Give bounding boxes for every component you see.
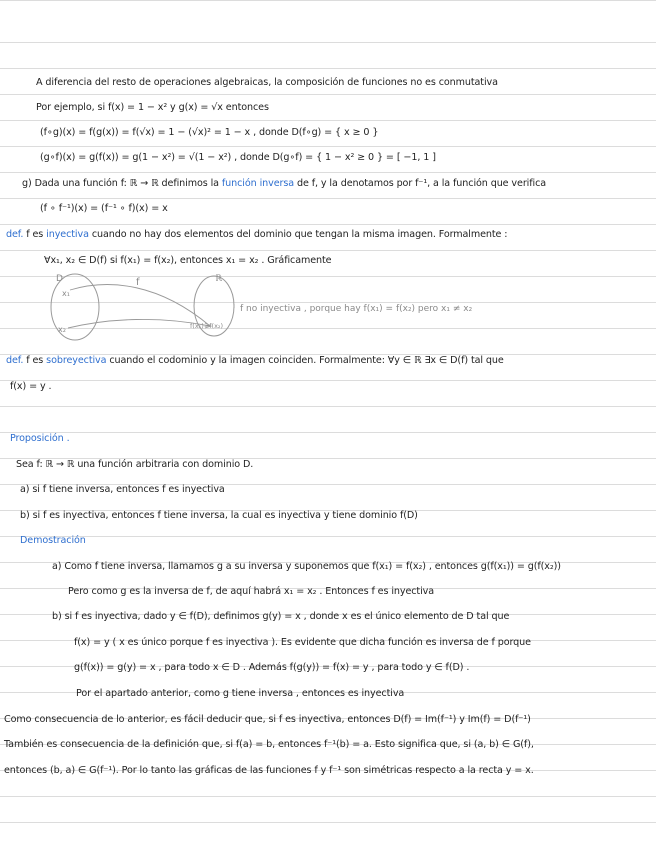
text-segment: f es [26,355,44,366]
text-segment: f es [26,229,44,240]
text-line: Sea f: ℝ → ℝ una función arbitraria con dominio D. [16,459,254,470]
element-x2: x₂ [58,325,66,334]
element-x1: x₁ [62,289,70,298]
formula-line: (f∘g)(x) = f(g(x)) = f(√x) = 1 − (√x)² = 1 − x , donde D(f∘g) = { x ≥ 0 } [40,127,379,138]
text-line: entonces (b, a) ∈ G(f⁻¹). Por lo tanto las gráficas de las funciones f y f⁻¹ son simétricas respecto a la recta y = x. [4,765,534,776]
image-label: f(x₁)=f(x₂) [190,322,224,330]
definition-line [6,354,504,367]
definition-label: def. [6,229,24,240]
text-line: Por ejemplo, si f(x) = 1 − x² y g(x) = √x entonces [36,102,269,113]
codomain-label: ℝ [215,274,223,284]
highlighted-term: función inversa [221,178,295,189]
text-line: a) si f tiene inversa, entonces f es inyectiva [20,484,225,495]
definition-label: def. [6,355,24,366]
proposition-title: Proposición . [10,433,70,444]
formula-line: (f ∘ f⁻¹)(x) = (f⁻¹ ∘ f)(x) = x [40,203,168,214]
text-line: Pero como g es la inversa de f, de aquí habrá x₁ = x₂ . Entonces f es inyectiva [68,586,435,597]
text-line: b) si f es inyectiva, dado y ∈ f(D), definimos g(y) = x , donde x es el único elemento de D tal que [52,611,510,622]
highlighted-term: inyectiva [46,229,89,240]
text-line: f(x) = y ( x es único porque f es inyectiva ). Es evidente que dicha función es inversa de f porque [74,637,531,648]
text-line: Como consecuencia de lo anterior, es fácil deducir que, si f es inyectiva, entonces D(f) = Im(f⁻¹) y Im(f) = D(f⁻¹) [4,714,531,725]
text-segment: cuando el codominio y la imagen coinciden. Formalmente: ∀y ∈ ℝ ∃x ∈ D(f) tal que [109,355,504,366]
function-label: f [136,277,140,288]
text-segment: de f, y la denotamos por f⁻¹, a la función que verifica [296,178,547,189]
text-line: a) Como f tiene inversa, llamamos g a su inversa y suponemos que f(x₁) = f(x₂) , entonces g(f(x₁)) = g(f(x₂)) [52,561,561,572]
text-segment: cuando no hay dos elementos del dominio que tengan la misma imagen. Formalmente : [91,229,508,240]
mapping-arrow-2 [68,319,210,328]
text-segment: g) Dada una función f: ℝ → ℝ definimos la [22,178,219,189]
text-line: b) si f es inyectiva, entonces f tiene inversa, la cual es inyectiva y tiene dominio f(D) [20,510,418,521]
highlighted-term: sobreyectiva [46,355,107,366]
text-line [22,177,546,190]
mapping-arrow-1 [70,285,210,326]
demonstration-title: Demostración [20,535,86,546]
formula-line: (g∘f)(x) = g(f(x)) = g(1 − x²) = √(1 − x²) , donde D(g∘f) = { 1 − x² ≥ 0 } = [ −1, 1 ] [40,152,436,163]
text-line: f(x) = y . [10,381,52,392]
definition-line [6,228,507,241]
injectivity-diagram [0,270,656,345]
text-line: g(f(x)) = g(y) = x , para todo x ∈ D . Además f(g(y)) = f(x) = y , para todo y ∈ f(D) . [74,662,470,673]
domain-label: D [56,274,63,284]
formula-line: ∀x₁, x₂ ∈ D(f) si f(x₁) = f(x₂), entonces x₁ = x₂ . Gráficamente [44,255,332,266]
diagram-note: f no inyectiva , porque hay f(x₁) = f(x₂) pero x₁ ≠ x₂ [240,304,473,314]
text-line: Por el apartado anterior, como g tiene inversa , entonces es inyectiva [76,688,405,699]
text-line: También es consecuencia de la definición que, si f(a) = b, entonces f⁻¹(b) = a. Esto significa que, si (a, b) ∈ G(f), [4,739,534,750]
text-line: A diferencia del resto de operaciones algebraicas, la composición de funciones no es conmutativa [36,77,498,88]
